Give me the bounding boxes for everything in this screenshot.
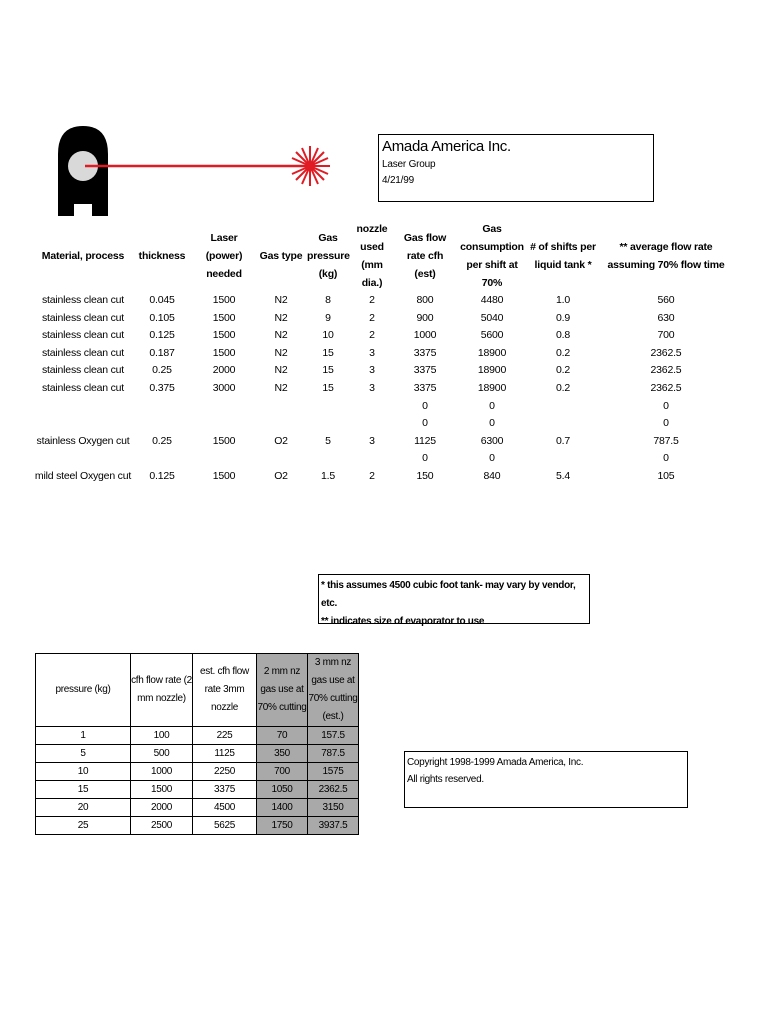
table-cell: 15: [322, 346, 334, 359]
table-header-row: [34, 220, 734, 292]
table-cell: 225: [193, 727, 257, 745]
table-cell: 3150: [308, 799, 359, 817]
table-cell: stainless clean cut: [42, 364, 124, 377]
table-row: [36, 817, 359, 835]
table-cell: [34, 450, 132, 468]
table-cell: 2362.5: [650, 381, 682, 394]
table-cell: 2: [369, 469, 375, 482]
table-cell: 1575: [308, 763, 359, 781]
table-cell: [132, 415, 192, 433]
table-cell: [34, 398, 132, 416]
table-cell: 3: [369, 434, 375, 447]
table-row: [34, 327, 734, 345]
table-cell: 2250: [193, 763, 257, 781]
table-cell: 1500: [212, 469, 236, 482]
table-cell: 0.8: [556, 329, 570, 342]
gas-consumption-table: [34, 220, 734, 486]
table-row: [34, 345, 734, 363]
table-cell: [306, 398, 350, 416]
table-cell: 100: [131, 727, 193, 745]
table-cell: 0.125: [149, 469, 175, 482]
table-cell: 4500: [193, 799, 257, 817]
table-cell: [34, 415, 132, 433]
table-cell: [256, 398, 306, 416]
table-cell: 0: [663, 399, 669, 412]
table-cell: 500: [131, 745, 193, 763]
table-cell: [306, 415, 350, 433]
table-cell: 4480: [480, 294, 504, 306]
table-row: [34, 380, 734, 398]
table-cell: 2: [369, 329, 375, 342]
table-row: [34, 468, 734, 486]
table-cell: 2: [369, 311, 375, 324]
table-cell: 3000: [212, 381, 236, 394]
table-cell: 0.045: [149, 294, 175, 306]
table-cell: 0.105: [149, 311, 175, 324]
table-row: [36, 781, 359, 799]
table-cell: 3375: [193, 781, 257, 799]
table-cell: N2: [274, 294, 288, 306]
pressure-flow-table: [35, 653, 359, 835]
table-cell: 0.25: [152, 434, 172, 447]
table-cell: N2: [274, 311, 288, 324]
table-cell: [256, 415, 306, 433]
table-cell: 10: [322, 329, 334, 342]
table-cell: 2000: [131, 799, 193, 817]
table-cell: 157.5: [308, 727, 359, 745]
table-cell: 0: [422, 399, 428, 412]
table-row: [34, 415, 734, 433]
table-cell: [132, 398, 192, 416]
table-cell: 700: [257, 763, 308, 781]
table-cell: [350, 415, 394, 433]
table-cell: 15: [322, 364, 334, 377]
column-header: 2 mm nz gas use at 70% cutting: [257, 654, 308, 727]
copyright-box: [404, 751, 688, 808]
table-cell: 5: [325, 434, 331, 447]
table-cell: 2500: [131, 817, 193, 835]
table-cell: 3375: [413, 364, 437, 377]
table-cell: 15: [322, 381, 334, 394]
table-cell: stainless clean cut: [42, 311, 124, 324]
table-cell: N2: [274, 346, 288, 359]
table-cell: 0: [489, 452, 495, 465]
rights-text: All rights reserved.: [407, 774, 484, 785]
copyright-text: Copyright 1998-1999 Amada America, Inc.: [407, 757, 584, 768]
table-cell: 800: [416, 294, 434, 306]
table-cell: 5040: [480, 311, 504, 324]
table-cell: 1050: [257, 781, 308, 799]
table-cell: [256, 450, 306, 468]
company-group: Laser Group: [382, 159, 436, 170]
table-cell: O2: [274, 469, 288, 482]
table-header-row: [36, 654, 359, 727]
column-header: 3 mm nz gas use at 70% cutting (est.): [308, 654, 359, 727]
column-header: pressure (kg): [36, 654, 131, 727]
table-cell: 25: [36, 817, 131, 835]
table-cell: [306, 450, 350, 468]
table-cell: 0.7: [556, 434, 570, 447]
table-cell: 700: [657, 329, 675, 342]
table-cell: 0.2: [556, 346, 570, 359]
table-row: [34, 362, 734, 380]
table-cell: 18900: [477, 381, 507, 394]
table-cell: 2362.5: [308, 781, 359, 799]
column-header: Material, process: [41, 250, 125, 262]
table-cell: 105: [657, 469, 675, 482]
table-cell: 5.4: [556, 469, 570, 482]
table-cell: 630: [657, 311, 675, 324]
footnote-evaporator: ** indicates size of evaporator to use: [321, 616, 485, 627]
table-cell: 20: [36, 799, 131, 817]
table-cell: 1500: [212, 434, 236, 447]
table-cell: 2: [369, 294, 375, 306]
table-cell: mild steel Oxygen cut: [34, 469, 132, 482]
table-cell: N2: [274, 329, 288, 342]
table-cell: 1500: [131, 781, 193, 799]
company-name: Amada America Inc.: [382, 138, 511, 155]
table-row: [36, 745, 359, 763]
table-row: [36, 799, 359, 817]
table-cell: N2: [274, 381, 288, 394]
column-header: Gas consumption per shift at 70%: [460, 223, 524, 289]
table-cell: 900: [416, 311, 434, 324]
table-cell: 1125: [414, 434, 436, 447]
table-cell: [192, 398, 256, 416]
table-cell: 787.5: [653, 434, 679, 447]
table-cell: 1000: [131, 763, 193, 781]
table-cell: 5625: [193, 817, 257, 835]
table-cell: 787.5: [308, 745, 359, 763]
table-row: [34, 292, 734, 310]
table-cell: stainless clean cut: [42, 329, 124, 342]
table-cell: 1000: [413, 329, 437, 342]
table-cell: 3375: [413, 381, 437, 394]
table-cell: 10: [36, 763, 131, 781]
table-cell: 0.2: [556, 381, 570, 394]
company-date: 4/21/99: [382, 175, 414, 186]
table-cell: 0.187: [149, 346, 175, 359]
table-cell: 840: [483, 469, 501, 482]
column-header: ** average flow rate assuming 70% flow time: [607, 241, 725, 271]
table-row: [34, 310, 734, 328]
table-cell: 0: [489, 399, 495, 412]
table-cell: [350, 450, 394, 468]
table-cell: stainless clean cut: [42, 294, 124, 306]
table-row: [34, 398, 734, 416]
column-header: cfh flow rate (2 mm nozzle): [131, 654, 193, 727]
table-cell: 3: [369, 346, 375, 359]
footnotes-box: [318, 574, 590, 627]
table-cell: 18900: [477, 364, 507, 377]
table-cell: 1500: [212, 294, 236, 306]
table-row: [36, 763, 359, 781]
table-cell: stainless Oxygen cut: [36, 434, 130, 447]
column-header: Gas pressure (kg): [307, 232, 350, 280]
table-cell: 1400: [257, 799, 308, 817]
table-cell: 0.125: [149, 329, 175, 342]
column-header: thickness: [138, 250, 186, 262]
table-cell: stainless clean cut: [42, 346, 124, 359]
table-cell: 1500: [212, 311, 236, 324]
table-cell: 0.25: [152, 364, 172, 377]
amada-logo: [52, 122, 342, 222]
table-cell: 6300: [480, 434, 504, 447]
table-cell: 350: [257, 745, 308, 763]
column-header: est. cfh flow rate 3mm nozzle: [193, 654, 257, 727]
table-cell: 3: [369, 381, 375, 394]
table-cell: 0: [422, 417, 428, 430]
table-cell: [528, 415, 598, 433]
footnote-tank: * this assumes 4500 cubic foot tank- may vary by vendor, etc.: [321, 580, 576, 609]
table-cell: 2362.5: [650, 346, 682, 359]
table-cell: 2362.5: [650, 364, 682, 377]
table-cell: 0: [422, 452, 428, 465]
table-row: [34, 433, 734, 451]
table-cell: 1500: [212, 329, 236, 342]
table-cell: N2: [274, 364, 288, 377]
table-row: [34, 450, 734, 468]
column-header: Laser (power) needed: [205, 232, 243, 280]
table-cell: 70: [257, 727, 308, 745]
table-cell: [192, 415, 256, 433]
table-cell: 0: [663, 417, 669, 430]
table-cell: 3937.5: [308, 817, 359, 835]
table-cell: 0.2: [556, 364, 570, 377]
table-row: [36, 727, 359, 745]
table-cell: [192, 450, 256, 468]
column-header: Gas flow rate cfh (est): [403, 232, 447, 280]
table-cell: 18900: [477, 346, 507, 359]
table-cell: 1750: [257, 817, 308, 835]
table-cell: 1500: [212, 346, 236, 359]
column-header: # of shifts per liquid tank *: [530, 241, 596, 271]
table-cell: 1.5: [321, 469, 335, 482]
table-cell: 0: [663, 452, 669, 465]
table-cell: O2: [274, 434, 288, 447]
table-cell: 0: [489, 417, 495, 430]
column-header: nozzle used (mm dia.): [356, 223, 388, 289]
table-cell: 0.375: [149, 381, 175, 394]
table-cell: 3375: [413, 346, 437, 359]
table-cell: 5: [36, 745, 131, 763]
table-cell: stainless clean cut: [42, 381, 124, 394]
table-cell: 9: [325, 311, 331, 324]
table-cell: 5600: [480, 329, 504, 342]
table-cell: 1125: [193, 745, 257, 763]
table-cell: 2000: [212, 364, 236, 377]
table-cell: [528, 398, 598, 416]
table-cell: 1.0: [556, 294, 570, 306]
table-cell: 1: [36, 727, 131, 745]
table-cell: 560: [657, 294, 675, 306]
table-cell: 150: [416, 469, 434, 482]
table-cell: [350, 398, 394, 416]
table-cell: 15: [36, 781, 131, 799]
table-cell: 8: [325, 294, 331, 306]
table-cell: [132, 450, 192, 468]
table-cell: 0.9: [556, 311, 570, 324]
table-cell: 3: [369, 364, 375, 377]
column-header: Gas type: [259, 250, 303, 262]
company-header-box: [378, 134, 654, 202]
table-cell: [528, 450, 598, 468]
